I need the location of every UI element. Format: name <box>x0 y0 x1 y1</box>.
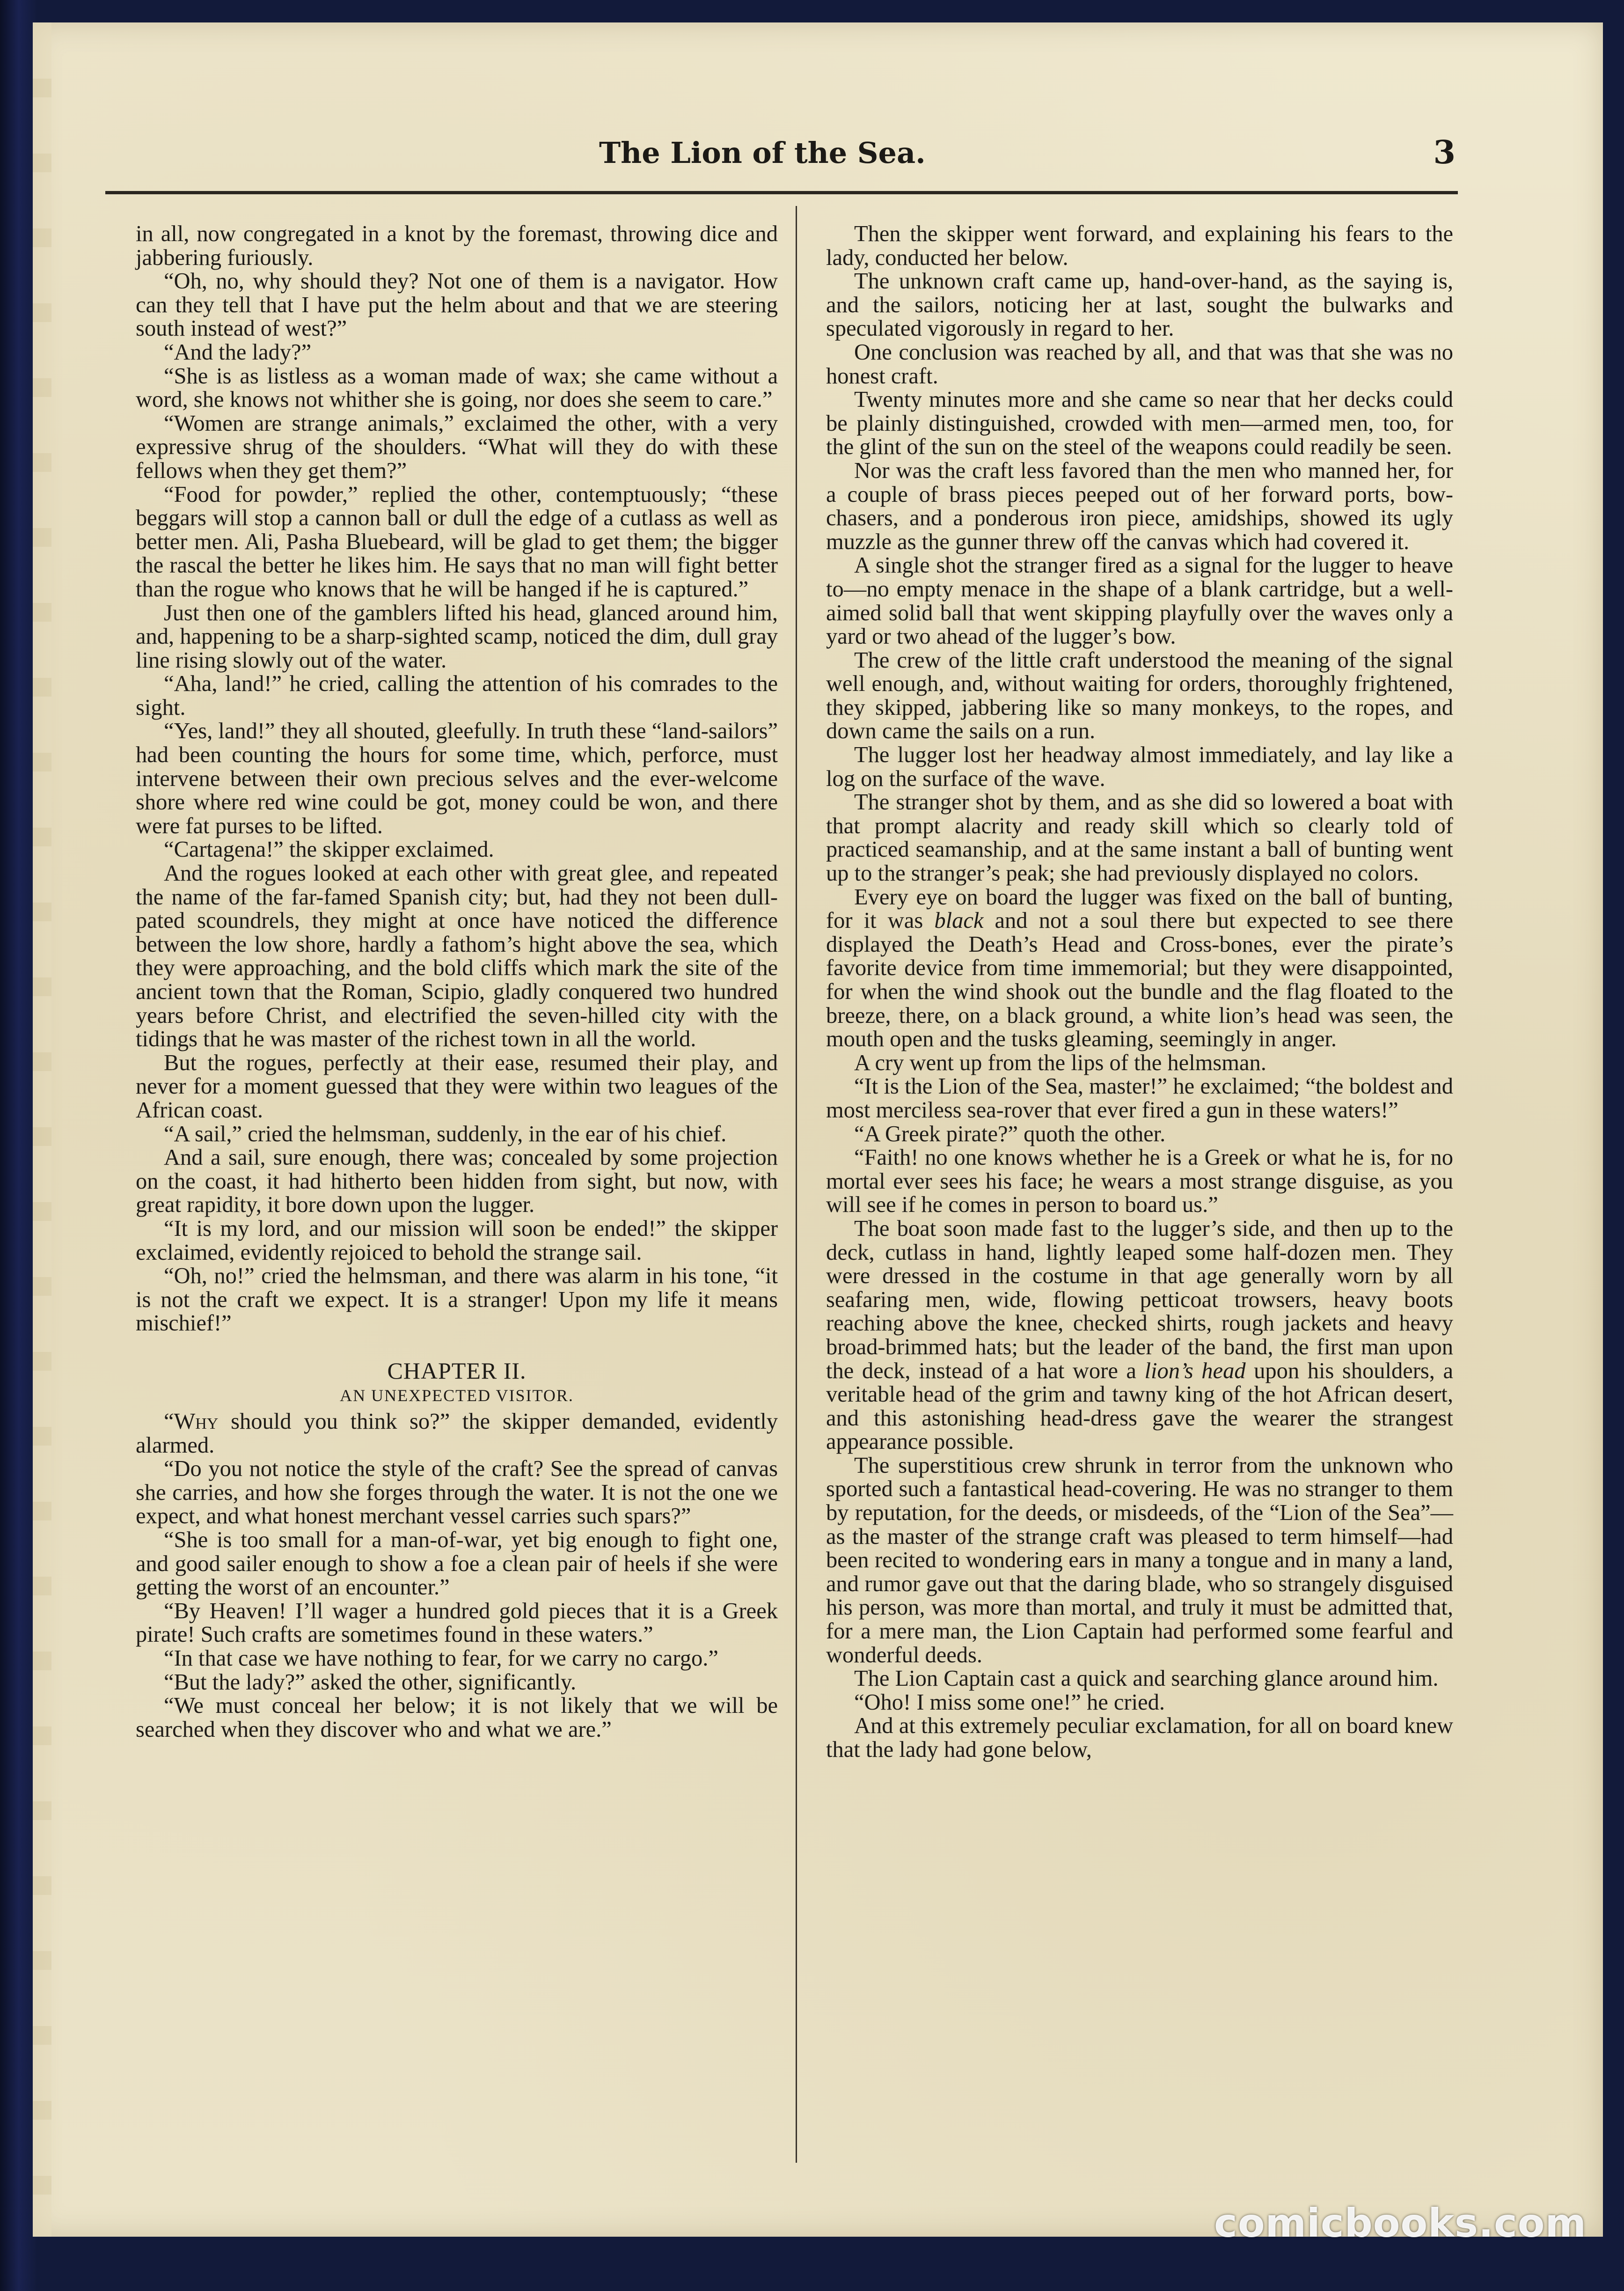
paragraph: Just then one of the gamblers lifted his head, glanced around him, and, happening to be a sharp-sighted scamp, noticed the dim, dull gray line rising slowly out of the water. <box>136 600 778 673</box>
paragraph: But the rogues, perfectly at their ease, resumed their play, and never for a moment guessed that they were within two leagues of the African coast. <box>136 1050 778 1123</box>
paragraph: in all, now congregated in a knot by the foremast, throwing dice and jabbering furiously. <box>136 221 778 270</box>
paragraph: “She is as listless as a woman made of wax; she came without a word, she knows not whither she is going, nor does she seem to care.” <box>136 363 778 412</box>
paragraph: “A Greek pirate?” quoth the other. <box>854 1121 1166 1146</box>
paragraph: The stranger shot by them, and as she did so lowered a boat with that prompt alacrity and ready skill which so clearly told of practiced seamanship, and at the same instant a ball of bunting went up to the stranger’s peak; she had previously displayed no colors. <box>826 790 1453 886</box>
paragraph: “A sail,” cried the helmsman, suddenly, in the ear of his chief. <box>164 1121 727 1146</box>
left-column <box>136 222 778 1741</box>
boarding-text-italic: lion’s head <box>1144 1358 1246 1383</box>
paragraph: “We must conceal her below; it is not likely that we will be searched when they discover who and what we are.” <box>136 1693 778 1742</box>
binding-edge <box>33 22 51 2237</box>
paragraph: “Do you not notice the style of the craft? See the spread of canvas she carries, and how she forges through the water. It is not the one we expect, and what honest merchant vessel carries such spars?” <box>136 1456 778 1529</box>
paragraph: Then the skipper went forward, and explaining his fears to the lady, conducted her below. <box>826 221 1453 270</box>
paragraph: The lugger lost her headway almost immediately, and lay like a log on the surface of the wave. <box>826 742 1453 791</box>
flag-text-before: Every eye on board the lugger was fixed on the ball of bunting, for it was <box>826 884 1453 933</box>
paragraph: One conclusion was reached by all, and that was that she was no honest craft. <box>826 339 1453 389</box>
paragraph: The crew of the little craft understood the meaning of the signal well enough, and, without waiting for orders, thoroughly frightened, they skipped, jabbering like so many monkeys, to the ropes, and down came the sails on a run. <box>826 647 1453 744</box>
paragraph: “Food for powder,” replied the other, contemptuously; “these beggars will stop a cannon ball or dull the edge of a cutlass as well as better men. Ali, Pasha Bluebeard, will be glad to get them; the bigger the rascal the better he likes him. He says that no man will fight better than the rogue who knows that he will be hanged if he is captured.” <box>136 482 778 602</box>
flag-text-after: and not a soul there but expected to see there displayed the Death’s Head and Cross-bones, ever the pirate’s favorite device from time immemorial; but they were disappointed, for when the wind shook out the bundle and the flag floated to the breeze, there, on a black ground, a white lion’s head was seen, the mouth open and the tusks gleaming, seemingly in anger. <box>826 908 1453 1052</box>
paragraph: “Oho! I miss some one!” he cried. <box>854 1689 1165 1715</box>
paragraph: A single shot the stranger fired as a signal for the lugger to heave to—no empty menace in the shape of a blank cartridge, but a well-aimed solid ball that went skipping playfully over the waves only a yard or two ahead of the lugger’s bow. <box>826 553 1453 649</box>
paragraph: “It is the Lion of the Sea, master!” he exclaimed; “the boldest and most merciless sea-rover that ever fired a gun in these waters!” <box>826 1074 1453 1123</box>
paragraph: “Yes, land!” they all shouted, gleefully. In truth these “land-sailors” had been counting the hours for some time, which, perforce, must intervene between their own precious selves and the ever-welcome shore where red wine could be got, money could be won, and there were fat purses to be lifted. <box>136 719 778 838</box>
paragraph: “But the lady?” asked the other, significantly. <box>164 1669 577 1695</box>
right-column <box>826 222 1453 1762</box>
chapter-subtitle: AN UNEXPECTED VISITOR. <box>340 1386 574 1405</box>
column-divider <box>796 206 797 2163</box>
flag-paragraph <box>826 886 1453 1051</box>
paragraph: “And the lady?” <box>164 339 312 365</box>
paragraph: “In that case we have nothing to fear, for we carry no cargo.” <box>164 1646 718 1671</box>
paragraph: And at this extremely peculiar exclamation, for all on board knew that the lady had gone below, <box>826 1713 1453 1762</box>
chapter-first-word: Why <box>174 1409 219 1434</box>
paragraph: “Women are strange animals,” exclaimed the other, with a very expressive shrug of the shoulders. “What will they do with these fellows when they get them?” <box>136 411 778 483</box>
paragraph: The unknown craft came up, hand-over-hand, as the saying is, and the sailors, noticing her at last, sought the bulwarks and speculated vigorously in regard to her. <box>826 269 1453 341</box>
paragraph: “It is my lord, and our mission will soon be ended!” the skipper exclaimed, evidently rejoiced to behold the strange sail. <box>136 1216 778 1265</box>
paragraph: “By Heaven! I’ll wager a hundred gold pieces that it is a Greek pirate! Such crafts are sometimes found in these waters.” <box>136 1598 778 1647</box>
paragraph: And the rogues looked at each other with great glee, and repeated the name of the far-famed Spanish city; but, had they not been dull-pated scoundrels, they might at once have noticed the difference between the low shore, hardly a fathom’s hight above the sea, which they were approaching, and the bold cliffs which mark the site of the ancient town that the Roman, Scipio, gladly conquered two hundred years before Christ, and electrified the seven-hilled city with the tidings that he was master of the richest town in all the world. <box>136 861 778 1052</box>
paragraph: Nor was the craft less favored than the men who manned her, for a couple of brass pieces peeped out of her forward ports, bow-chasers, and a ponderous iron piece, amidships, showed its ugly muzzle as the gunner threw off the canvas which had covered it. <box>826 458 1453 554</box>
paragraph: The superstitious crew shrunk in terror from the unknown who sported such a fantastical head-covering. He was no stranger to them by reputation, for the deeds, or misdeeds, of the “Lion of the Sea”—as the master of the strange craft was pleased to term himself—had been recited to wondering ears in many a tongue and in many a land, and rumor gave out that the daring blade, who so strangely disguised his person, was more than mortal, and truly it must be admitted that, for a mere man, the Lion Captain had performed some fearful and wonderful deeds. <box>826 1453 1453 1667</box>
paragraph: “Aha, land!” he cried, calling the attention of his comrades to the sight. <box>136 671 778 720</box>
header-rule <box>105 191 1458 194</box>
chapter-opening-paragraph: “Why should you think so?” the skipper demanded, evidently alarmed. <box>136 1409 778 1458</box>
boarding-text-after: upon his shoulders, a veritable head of the grim and tawny king of the hot African desert, and this astonishing head-dress gave the wearer the strangest appearance possible. <box>826 1358 1454 1454</box>
paragraph: The Lion Captain cast a quick and searching glance around him. <box>854 1666 1439 1691</box>
running-title: The Lion of the Sea. <box>599 136 926 170</box>
boarding-text-before: The boat soon made fast to the lugger’s side, and then up to the deck, cutlass in hand, lightly leaped some half-dozen men. They were dressed in the costume in that age generally worn by all seafaring men, wide, flowing petticoat trowsers, heavy boots reaching above the knee, checked shirts, rough jackets and heavy broad-brimmed hats; but the leader of the band, the first man upon the deck, instead of a hat wore a <box>826 1216 1453 1383</box>
page-number: 3 <box>1433 134 1456 171</box>
chapter-opening-text: should you think so?” the skipper demanded, evidently alarmed. <box>136 1409 778 1458</box>
page-header <box>108 136 1456 183</box>
paragraph: Twenty minutes more and she came so near that her decks could be plainly distinguished, crowded with men—armed men, too, for the glint of the sun on the steel of the weapons could readily be seen. <box>826 387 1453 460</box>
boarding-paragraph <box>826 1217 1453 1454</box>
paragraph: “Oh, no!” cried the helmsman, and there was alarm in his tone, “it is not the craft we expect. It is a stranger! Upon my life it means mischief!” <box>136 1263 778 1336</box>
chapter-heading: CHAPTER II. <box>387 1357 527 1384</box>
paragraph: “Oh, no, why should they? Not one of them is a navigator. How can they tell that I have put the helm about and that we are steering south instead of west?” <box>136 269 778 341</box>
paragraph: “Faith! no one knows whether he is a Greek or what he is, for no mortal ever sees his face; he wears a most strange disguise, as you will see if he comes in person to board us.” <box>826 1145 1453 1218</box>
paragraph: “She is too small for a man-of-war, yet big enough to fight one, and good sailer enough to show a foe a clean pair of heels if she were getting the worst of an encounter.” <box>136 1527 778 1600</box>
paragraph: A cry went up from the lips of the helmsman. <box>854 1050 1266 1075</box>
site-watermark: comicbooks.com <box>1214 2200 1587 2246</box>
paragraph: “Cartagena!” the skipper exclaimed. <box>164 837 494 862</box>
paragraph: And a sail, sure enough, there was; concealed by some projection on the coast, it had hitherto been hidden from sight, but now, with great rapidity, it bore down upon the lugger. <box>136 1145 778 1218</box>
flag-text-italic: black <box>934 908 984 933</box>
